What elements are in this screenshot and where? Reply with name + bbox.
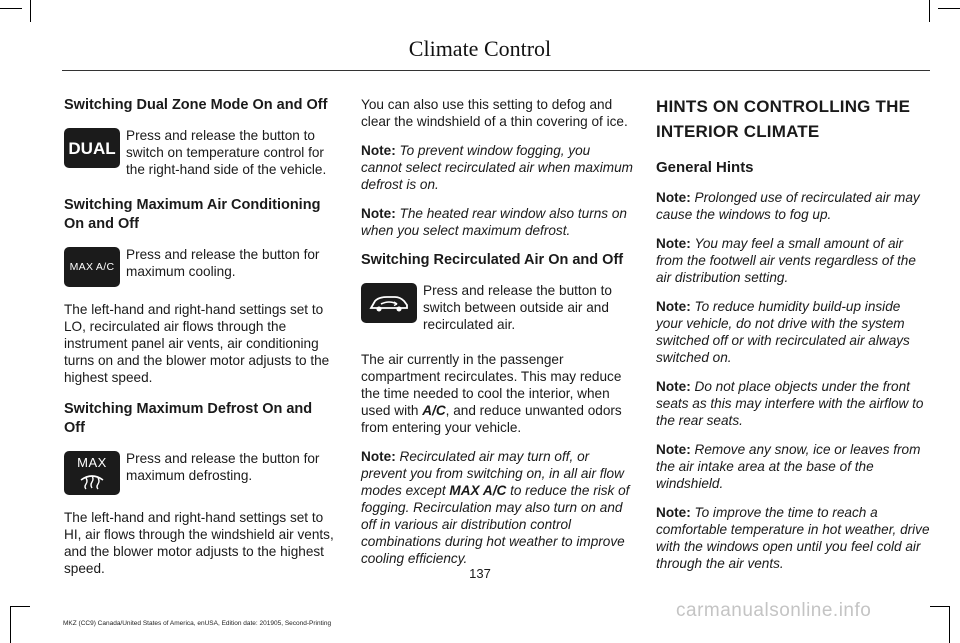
crop-mark	[929, 0, 930, 22]
text-run: , and reduce unwanted odors from entering your vehicle.	[361, 403, 622, 435]
middle-column	[361, 96, 633, 579]
note-label: Note:	[361, 449, 396, 464]
note-paragraph	[656, 189, 930, 223]
note-text: To reduce humidity build-up inside your vehicle, do not drive with the system switched off or with recirculated air always switched on.	[656, 299, 910, 365]
note-text: To improve the time to reach a comfortable temperature in hot weather, drive with the windows open until you feel cold air through the air vents.	[656, 505, 930, 571]
crop-mark	[930, 606, 950, 607]
note-label: Note:	[361, 206, 396, 221]
note-paragraph	[656, 504, 930, 572]
chapter-heading-line-2: INTERIOR CLIMATE	[656, 122, 820, 141]
header-divider	[62, 70, 930, 71]
text-run: The air currently in the passenger compartment recirculates. This may reduce the time needed to cool the interior, when used with	[361, 352, 622, 418]
note-label: Note:	[656, 236, 691, 251]
note-paragraph	[656, 378, 930, 429]
crop-mark	[10, 606, 11, 643]
crop-mark	[938, 8, 960, 9]
watermark: carmanualsonline.info	[676, 600, 872, 621]
note-label: Note:	[656, 442, 691, 457]
note-text: Do not place objects under the front seats as this may interfere with the airflow to the rear seats.	[656, 379, 924, 428]
dual-icon-label: DUAL	[68, 138, 116, 158]
note-paragraph	[361, 142, 633, 193]
instruction-text: Press and release the button for maximum cooling.	[126, 247, 320, 279]
section-heading: Switching Maximum Air Conditioning On and Off	[64, 197, 321, 232]
section-heading: Switching Dual Zone Mode On and Off	[64, 97, 328, 113]
chapter-heading-line-1: HINTS ON CONTROLLING THE	[656, 97, 911, 116]
note-text-emphasis: MAX A/C	[449, 483, 507, 498]
max-defrost-icon-label: MAX	[77, 455, 107, 470]
body-paragraph	[361, 351, 633, 436]
note-text: Remove any snow, ice or leaves from the air intake area at the base of the windshield.	[656, 442, 921, 491]
page-number: 137	[469, 566, 491, 581]
instruction-text: Press and release the button to switch between outside air and recirculated air.	[423, 283, 612, 332]
subheading: General Hints	[656, 159, 754, 176]
instruction-text: Press and release the button for maximum defrosting.	[126, 451, 320, 483]
defrost-waves-icon	[77, 470, 107, 490]
note-text: The heated rear window also turns on when you select maximum defrost.	[361, 206, 627, 238]
note-text: Prolonged use of recirculated air may cause the windows to fog up.	[656, 190, 920, 222]
note-paragraph	[361, 205, 633, 239]
dual-icon	[64, 128, 120, 168]
section-heading: Switching Maximum Defrost On and Off	[64, 401, 313, 436]
note-paragraph	[656, 298, 930, 366]
crop-mark	[949, 606, 950, 643]
crop-mark	[30, 0, 31, 22]
dual-zone-row	[64, 127, 336, 178]
note-paragraph	[656, 235, 930, 286]
recirculated-air-icon	[361, 283, 417, 323]
note-label: Note:	[656, 379, 691, 394]
chapter-heading	[656, 96, 930, 117]
section-heading: Switching Recirculated Air On and Off	[361, 252, 624, 268]
text-run-emphasis: A/C	[422, 403, 446, 418]
note-text: to reduce the risk of fogging. Recirculation may also turn on and off in various air distribution control combinations during hot weather to improve cooling efficiency.	[361, 483, 630, 566]
instruction-text: Press and release the button to switch on temperature control for the right-hand side of the vehicle.	[126, 128, 327, 177]
note-text: Recirculated air may turn off, or prevent you from switching on, in all air flow modes except	[361, 449, 624, 498]
notes-list	[656, 189, 930, 572]
crop-mark	[10, 606, 30, 607]
page-title: Climate Control	[408, 36, 552, 61]
max-defrost-row	[64, 450, 336, 495]
note-text: To prevent window fogging, you cannot select recirculated air when maximum defrost is on.	[361, 143, 633, 192]
note-label: Note:	[656, 299, 691, 314]
max-ac-row	[64, 246, 336, 287]
note-label: Note:	[656, 190, 691, 205]
body-paragraph: The left-hand and right-hand settings set to LO, recirculated air flows through the instrument panel air vents, air conditioning turns on and the blower motor adjusts to the highest speed.	[64, 302, 330, 385]
right-column	[656, 96, 930, 584]
note-label: Note:	[361, 143, 396, 158]
recirculated-air-row	[361, 282, 633, 333]
note-label: Note:	[656, 505, 691, 520]
car-recirculation-icon	[367, 291, 411, 315]
note-text: You may feel a small amount of air from the footwell air vents regardless of the air distribution setting.	[656, 236, 916, 285]
body-paragraph: You can also use this setting to defog and clear the windshield of a thin covering of ice.	[361, 97, 628, 129]
body-paragraph: The left-hand and right-hand settings set to HI, air flows through the windshield air vents, and the blower motor adjusts to the highest speed.	[64, 510, 334, 576]
max-defrost-icon	[64, 451, 120, 495]
max-ac-icon-label: MAX A/C	[69, 260, 115, 273]
left-column	[64, 96, 336, 589]
crop-mark	[0, 8, 22, 9]
max-ac-icon	[64, 247, 120, 287]
note-paragraph	[361, 448, 633, 567]
note-paragraph	[656, 441, 930, 492]
footer-text: MKZ (CC9) Canada/United States of America, enUSA, Edition date: 201905, Second-Printing	[63, 620, 332, 627]
chapter-heading	[656, 121, 930, 142]
